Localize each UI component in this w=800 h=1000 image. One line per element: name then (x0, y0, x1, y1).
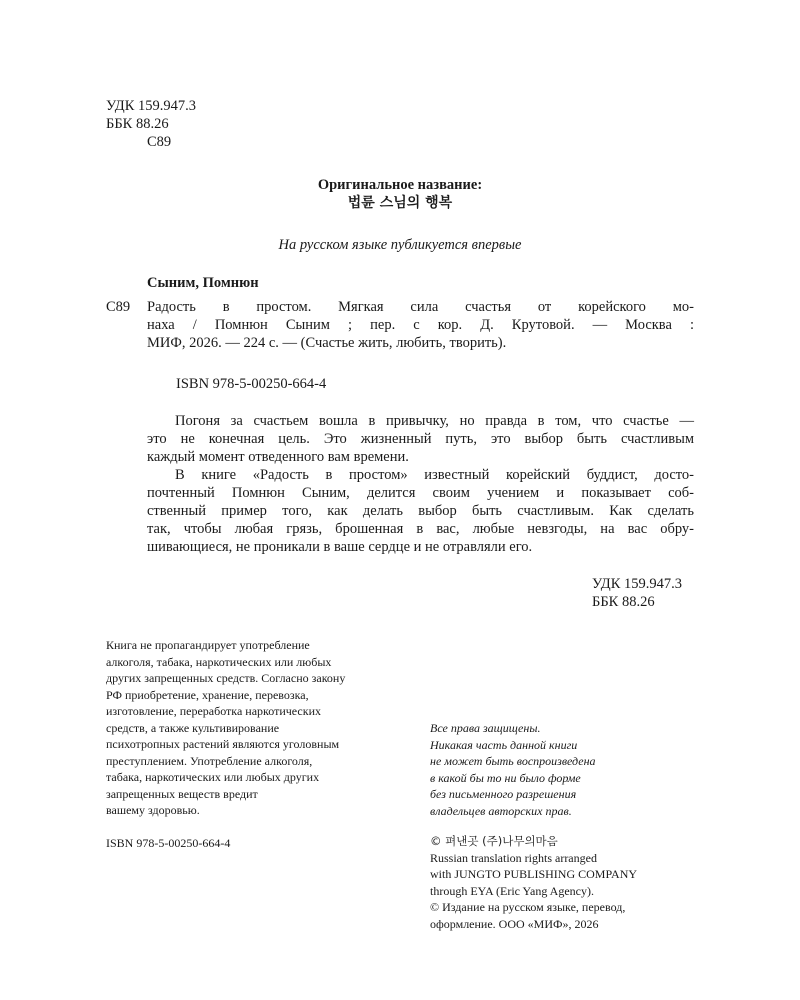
warning-line: других запрещенных средств. Согласно закону (106, 671, 346, 685)
original-title-korean: 법륜 스님의 행복 (347, 195, 453, 211)
abstract-paragraph (147, 412, 694, 466)
warning-line: изготовление, переработка наркотических (106, 704, 321, 718)
description-line: наха / Помнюн Сыним ; пер. с кор. Д. Крутовой. — Москва : (147, 317, 694, 333)
author-mark: С89 (106, 299, 131, 315)
classification-bottom (592, 575, 682, 611)
rights-line: не может быть воспроизведена (430, 754, 596, 768)
abstract-line: это не конечная цель. Это жизненный путь, это выбор быть счастливым (147, 431, 694, 447)
rights-line: владельцев авторских прав. (430, 803, 572, 818)
rights-reserved (430, 720, 596, 819)
warning-line: запрещенных веществ вредит (106, 786, 258, 801)
original-title-block (100, 176, 700, 212)
udk-code: УДК 159.947.3 (592, 576, 682, 592)
abstract-paragraph (147, 466, 694, 556)
abstract-line: каждый момент отведенного вам времени. (147, 449, 409, 465)
bbk-code: ББК 88.26 (592, 594, 655, 610)
rights-line: без письменного разрешения (430, 787, 577, 801)
abstract (147, 412, 694, 556)
bbk-code: ББК 88.26 (106, 116, 169, 132)
warning-line: преступлением. Употребление алкоголя, (106, 753, 313, 768)
copyright-line: © 펴낸곳 (주)나무의마음 (430, 834, 558, 848)
classification-top (106, 97, 196, 151)
copyright-line: оформление. ООО «МИФ», 2026 (430, 916, 599, 931)
first-publication-note: На русском языке публикуется впервые (278, 237, 522, 253)
abstract-line: В книге «Радость в простом» известный корейский буддист, досто- (175, 467, 694, 483)
copyright-line: through EYA (Eric Yang Agency). (430, 883, 594, 898)
warning-line: алкоголя, табака, наркотических или любых (106, 654, 332, 669)
rights-line: Все права защищены. (430, 721, 541, 735)
author-heading: Сыним, Помнюн (147, 275, 259, 291)
description-line: Радость в простом. Мягкая сила счастья от корейского мо- (147, 299, 694, 315)
udk-code: УДК 159.947.3 (106, 98, 196, 114)
bibliographic-description (147, 298, 694, 352)
abstract-line: так, чтобы любая грязь, брошенная в вас, любые невзгоды, на вас обру- (147, 521, 694, 537)
author-mark-code: С89 (147, 134, 172, 150)
description-line: МИФ, 2026. — 224 с. — (Счастье жить, любить, творить). (147, 335, 507, 351)
warning-line: средств, а также культивирование (106, 720, 280, 735)
isbn-main: ISBN 978-5-00250-664-4 (176, 376, 327, 392)
copyright-line: Russian translation rights arranged (430, 850, 597, 865)
rights-line: в какой бы то ни было форме (430, 770, 581, 785)
abstract-line: Погоня за счастьем вошла в привычку, но правда в том, что счастье — (175, 413, 694, 429)
legal-warning (106, 637, 345, 819)
warning-line: вашему здоровью. (106, 803, 200, 817)
copyright-line: with JUNGTO PUBLISHING COMPANY (430, 867, 638, 881)
copyright-line: © Издание на русском языке, перевод, (430, 900, 626, 914)
abstract-line: шивающиеся, не проникали в ваше сердце и не отравляли его. (147, 539, 533, 555)
isbn-bottom: ISBN 978-5-00250-664-4 (106, 836, 231, 850)
abstract-line: ственный пример того, как делать выбор быть счастливым. Как сделать (147, 503, 694, 519)
warning-line: РФ приобретение, хранение, перевозка, (106, 687, 309, 702)
warning-line: Книга не пропагандирует употребление (106, 638, 310, 652)
copyright-block (430, 833, 637, 932)
warning-line: психотропных растений являются уголовным (106, 737, 340, 751)
original-title-label: Оригинальное название: (317, 177, 483, 193)
rights-line: Никакая часть данной книги (430, 737, 578, 752)
warning-line: табака, наркотических или любых других (106, 770, 320, 784)
abstract-line: почтенный Помнюн Сыним, делится своим учением и показывает соб- (147, 485, 694, 501)
